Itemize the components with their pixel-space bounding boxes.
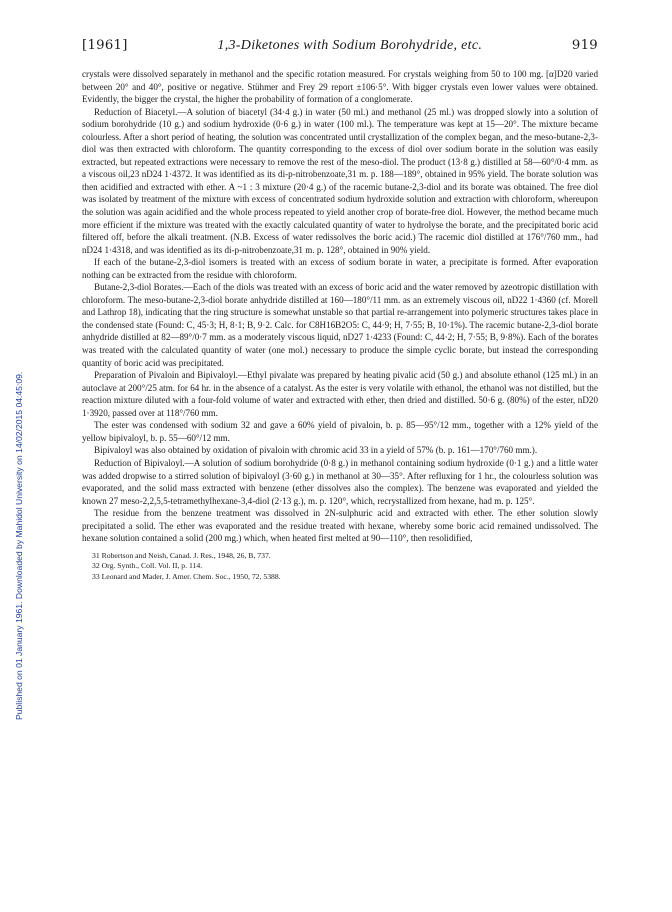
running-header xyxy=(82,38,598,54)
footnotes xyxy=(82,551,598,583)
header-page-number: 919 xyxy=(571,38,598,53)
journal-page xyxy=(82,38,598,583)
paragraph: Butane-2,3-diol Borates.—Each of the diols was treated with an excess of boric acid and the water removed by azeotropic distillation with chloroform. The meso-butane-2,3-diol borate anhydride distilled at 160—180°/11 mm. as an extremely viscous oil, nD22 1·4360 (cf. Morell and Lathrop 18), indicating that the ring structure is somewhat unstable so that partial re-arrangement into polymeric structures takes place in the condensed state (Found: C, 45·3; H, 8·1; B, 9·2. Calc. for C8H16B2O5: C, 44·9; H, 7·55; B, 10·1%). The racemic butane-2,3-diol borate anhydride distilled at 82—89°/0·7 mm. as a moderately viscous liquid, nD27 1·4233 (Found: C, 44·2; H, 7·55; B, 9·8%). Each of the borates was treated with the calculated quantity of water (one mol.) necessary to produce the simple cyclic borate, but instead the corresponding quantity of boric acid was precipitated. xyxy=(82,282,598,368)
paragraph: Preparation of Pivaloin and Bipivaloyl.—Ethyl pivalate was prepared by heating pivalic acid (50 g.) and absolute ethanol (125 ml.) in an autoclave at 200°/25 atm. for 64 hr. in the absence of a catalyst. As the ester is very volatile with ethanol, the ethanol was not distilled, but the reaction mixture diluted with a four-fold volume of water and extracted with ether, then dried and distilled. 50·6 g. (80%) of the ester, nD20 1·3920, passed over at 118°/760 mm. xyxy=(82,370,598,418)
body-text xyxy=(82,68,598,545)
header-year: [1961] xyxy=(82,38,128,53)
footnote: 33 Leonard and Mader, J. Amer. Chem. Soc., 1950, 72, 5388. xyxy=(92,571,281,581)
paragraph: The ester was condensed with sodium 32 and gave a 60% yield of pivaloin, b. p. 85—95°/12 mm., together with a 12% yield of the yellow bipivaloyl, b. p. 55—60°/12 mm. xyxy=(82,420,598,443)
paragraph: Bipivaloyl was also obtained by oxidation of pivaloin with chromic acid 33 in a yield of 57% (b. p. 161—170°/760 mm.). xyxy=(94,445,538,456)
paragraph: Reduction of Biacetyl.—A solution of biacetyl (34·4 g.) in water (50 ml.) and methanol (25 ml.) was dropped slowly into a solution of sodium borohydride (10 g.) and sodium hydroxide (0·6 g.) in water (100 ml.). The temperature was kept at 15—20°. The mixture became colourless. After a short period of heating, the solution was concentrated until crystallization of the complex began, and the meso-butane-2,3-diol was then extracted with chloroform. The quantity corresponding to the excess of diol over sodium borate in the solution was easily extracted, but repeated extractions were necessary to remove the rest of the meso-diol. The product (13·8 g.) distilled at 58—60°/0·4 mm. as a viscous oil,23 nD24 1·4372. It was identified as its di-p-nitrobenzoate,31 m. p. 188—189°, obtained in 95% yield. The borate solution was then acidified and extracted with ether. A ~1 : 3 mixture (20·4 g.) of the racemic butane-2,3-diol and its borate was obtained. The free diol was isolated by treatment of the mixture with excess of concentrated sodium hydroxide solution and extraction with chloroform, whereupon the solution was again acidified and the whole process repeated to yield another crop of borate-free diol. However, the method became much more efficient if the mixture was treated with the exactly calculated quantity of water to hydrolyse the borate, and the precipitated boric acid filtered off, before the alkali treatment. (N.B. Excess of water redissolves the boric acid.) The racemic diol distilled at 176°/760 mm., had nD24 1·4318, and was identified as its di-p-nitrobenzoate,31 m. p. 128°, obtained in 90% yield. xyxy=(82,106,598,255)
paragraph: crystals were dissolved separately in methanol and the specific rotation measured. For crystals weighing from 50 to 100 mg. [α]D20 varied between 20° and 40°, positive or negative. Stühmer and Frey 29 report ±106·5°. With bigger crystals even lower values were obtained. Evidently, the bigger the crystal, the higher the probability of formation of a conglomerate. xyxy=(82,69,598,105)
download-note: Published on 01 January 1961. Downloaded by Mahidol University on 14/02/2015 04:45:09. xyxy=(14,371,24,720)
paragraph: Reduction of Bipivaloyl.—A solution of sodium borohydride (0·8 g.) in methanol containing sodium hydroxide (0·1 g.) and a little water was added dropwise to a stirred solution of bipivaloyl (3·60 g.) in methanol at 30—35°. After refluxing for 1 hr., the colourless solution was evaporated, and the solid mass extracted with benzene (ether dissolves also the complex). The benzene was evaporated and yielded the known 27 meso-2,2,5,5-tetramethylhexane-3,4-diol (2·13 g.), m. p. 120°, which, recrystallized from hexane, had m. p. 125°. xyxy=(82,457,598,506)
download-watermark xyxy=(2,160,24,720)
paragraph: If each of the butane-2,3-diol isomers is treated with an excess of sodium borate in water, a precipitate is formed. After evaporation nothing can be extracted from the residue with chloroform. xyxy=(82,257,598,280)
paragraph: The residue from the benzene treatment was dissolved in 2N-sulphuric acid and extracted with ether. The ether solution slowly precipitated a solid. The ether was evaporated and the residue treated with hexane, whereby some boric acid remained undissolved. The hexane solution contained a solid (200 mg.) which, when heated first melted at 90—110°, then resolidified, xyxy=(82,508,598,544)
header-title: 1,3-Diketones with Sodium Borohydride, etc. xyxy=(217,38,483,53)
footnote: 32 Org. Synth., Coll. Vol. II, p. 114. xyxy=(92,561,203,571)
footnote: 31 Robertson and Neish, Canad. J. Res., 1948, 26, B, 737. xyxy=(92,550,271,560)
